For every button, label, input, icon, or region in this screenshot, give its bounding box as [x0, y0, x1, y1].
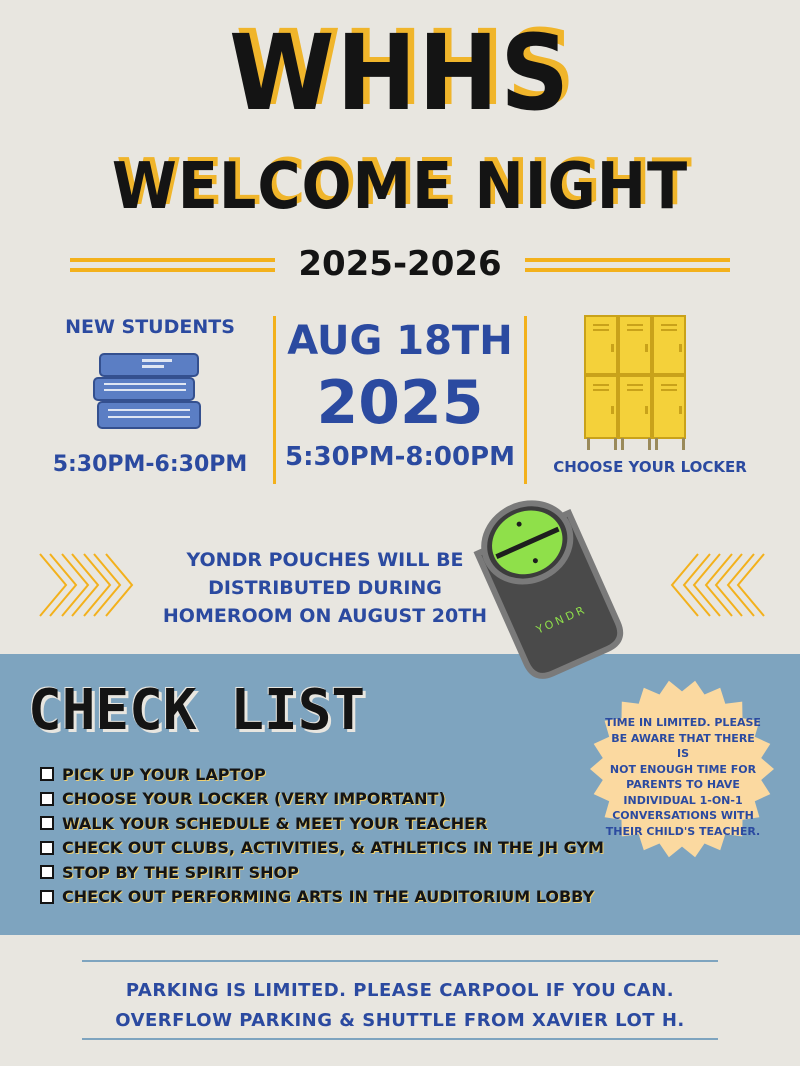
checkbox[interactable]	[40, 841, 54, 855]
notice-line: INDIVIDUAL 1-ON-1	[623, 793, 743, 807]
flyer-title: WHHS	[229, 12, 571, 134]
checklist-item	[40, 860, 604, 885]
yondr-notice	[130, 546, 520, 630]
checklist-item-label: WALK YOUR SCHEDULE & MEET YOUR TEACHER	[62, 813, 488, 833]
checklist-item-label: CHOOSE YOUR LOCKER (VERY IMPORTANT)	[62, 789, 446, 809]
year-rule-left-top	[70, 258, 275, 262]
checklist-item	[40, 787, 604, 812]
checkbox[interactable]	[40, 767, 54, 781]
notice-line: NOT ENOUGH TIME FOR	[609, 762, 757, 776]
event-date: AUG 18TH	[287, 318, 513, 364]
checklist	[40, 762, 604, 909]
event-year: 2025	[316, 368, 484, 438]
chevron-arrows-icon	[38, 552, 136, 618]
parking-notice	[0, 976, 800, 1036]
checkbox[interactable]	[40, 865, 54, 879]
checkbox[interactable]	[40, 890, 54, 904]
book-stack-icon	[90, 350, 206, 434]
checklist-item	[40, 762, 604, 787]
year-rule-left-bottom	[70, 268, 275, 272]
event-time: 5:30PM-8:00PM	[285, 442, 515, 472]
checklist-item	[40, 811, 604, 836]
notice-line: TIME IN LIMITED. PLEASE	[605, 716, 761, 729]
notice-line: BE AWARE THAT THERE IS	[611, 731, 755, 760]
notice-line: PARENTS TO HAVE	[626, 778, 740, 791]
notice-line: CONVERSATIONS WITH	[612, 809, 754, 822]
flyer-subtitle: WELCOME NIGHT	[111, 150, 689, 224]
year-rule-right-top	[525, 258, 730, 262]
checklist-item-label: CHECK OUT CLUBS, ACTIVITIES, & ATHLETICS IN THE JH GYM	[62, 838, 604, 858]
checklist-title: CHECK LIST	[28, 678, 366, 743]
checklist-item	[40, 885, 604, 910]
parking-line-1: PARKING IS LIMITED. PLEASE CARPOOL IF YOU CAN.	[125, 980, 675, 1001]
chevron-arrows-icon	[668, 552, 766, 618]
checklist-item	[40, 836, 604, 861]
new-students-time: 5:30PM-6:30PM	[52, 452, 248, 477]
checklist-item-label: STOP BY THE SPIRIT SHOP	[62, 862, 299, 882]
notice-line: THEIR CHILD'S TEACHER.	[605, 824, 761, 838]
pouch-brand: YONDR	[534, 602, 589, 637]
footer-rule-bottom	[82, 1038, 718, 1040]
parking-line-2: OVERFLOW PARKING & SHUTTLE FROM XAVIER LOT H.	[115, 1010, 685, 1031]
checklist-item-label: PICK UP YOUR LAPTOP	[62, 764, 266, 784]
divider-right	[524, 316, 527, 484]
checkbox[interactable]	[40, 816, 54, 830]
yondr-line-3: HOMEROOM ON AUGUST 20TH	[162, 605, 488, 627]
checklist-item-label: CHECK OUT PERFORMING ARTS IN THE AUDITORIUM LOBBY	[62, 887, 595, 907]
locker-label: CHOOSE YOUR LOCKER	[553, 458, 747, 476]
yondr-pouch-icon	[468, 498, 628, 680]
time-limited-notice	[604, 715, 762, 839]
school-year: 2025-2026	[298, 244, 502, 284]
checkbox[interactable]	[40, 792, 54, 806]
yondr-line-1: YONDR POUCHES WILL BE	[186, 549, 464, 571]
yondr-line-2: DISTRIBUTED DURING	[208, 577, 442, 599]
locker-icon	[583, 314, 689, 452]
new-students-label: NEW STUDENTS	[65, 316, 235, 338]
footer-rule-top	[82, 960, 718, 962]
year-rule-right-bottom	[525, 268, 730, 272]
divider-left	[273, 316, 276, 484]
